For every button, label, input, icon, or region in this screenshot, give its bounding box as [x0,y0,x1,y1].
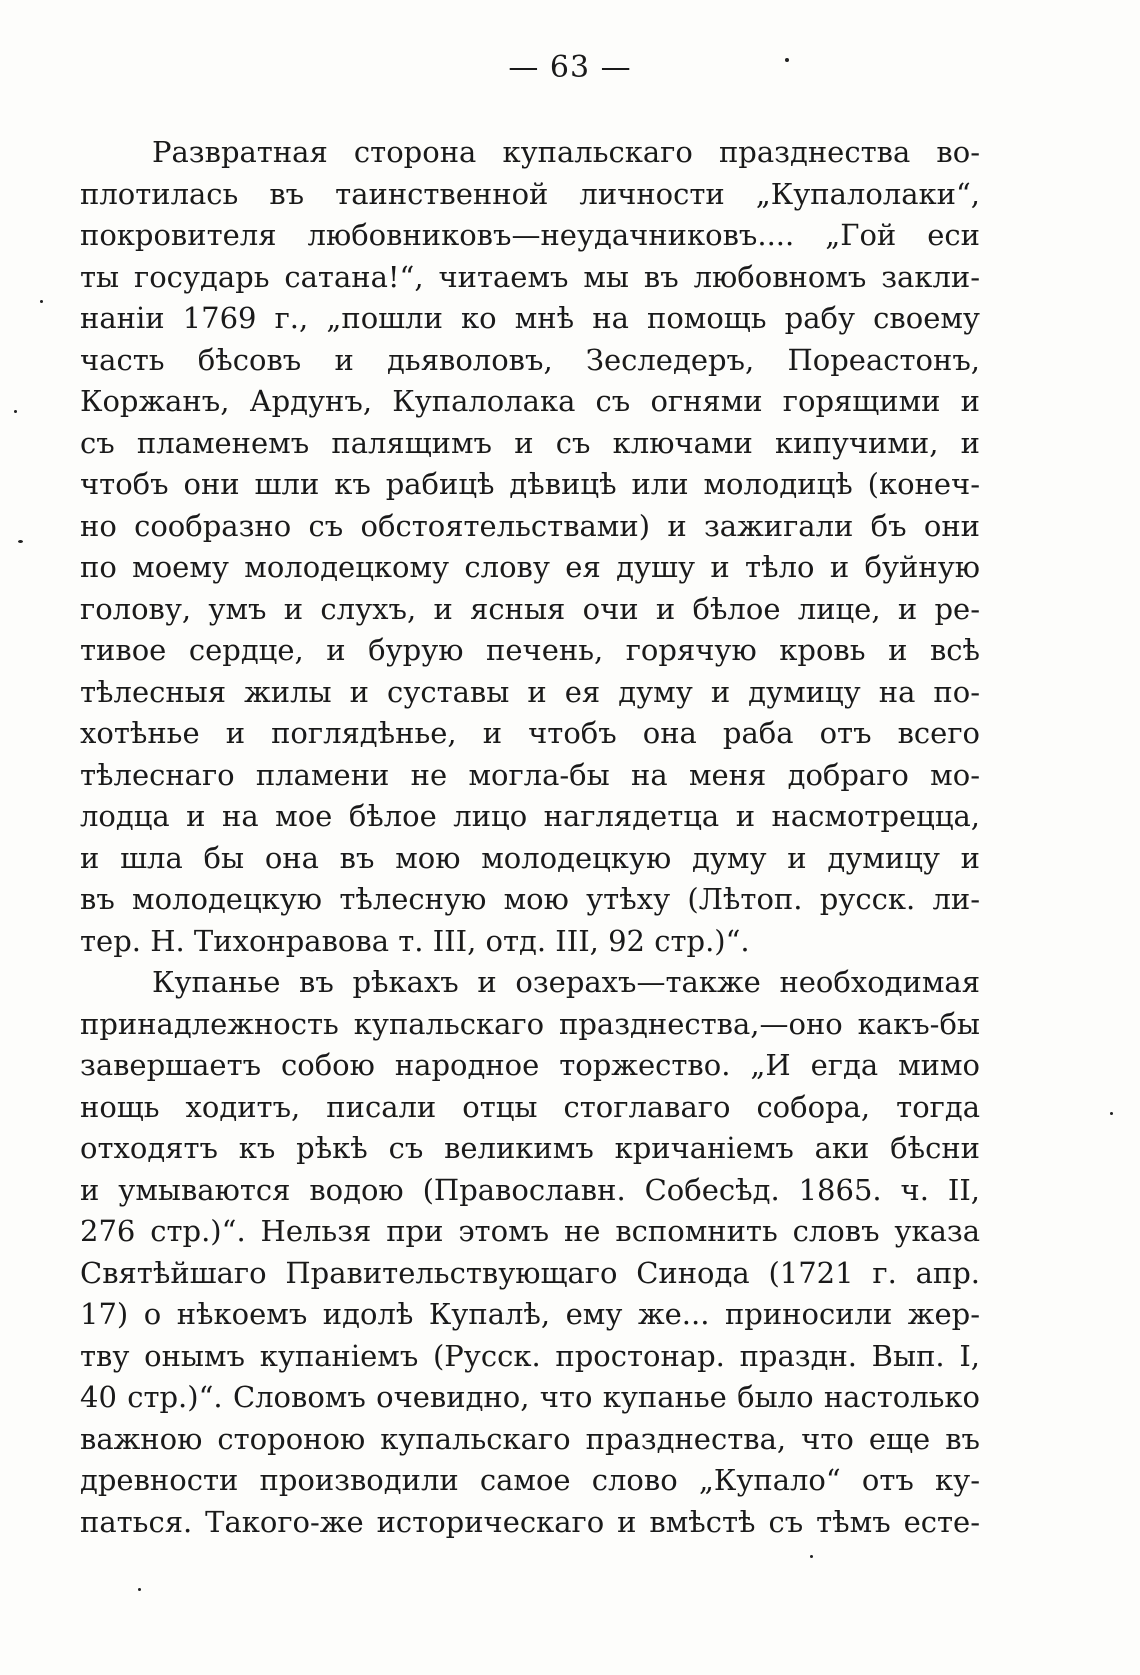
scan-speck [14,410,17,413]
text-line: наніи 1769 г., „пошли ко мнѣ на помощь рабу своему [80,301,980,335]
text-line: и умываются водою (Православн. Собесѣд. 1865. ч. II, [80,1172,980,1207]
text-line: по моему молодецкому слову ея душу и тѣло и буйную [80,550,980,584]
scan-speck [785,58,789,62]
text-line: тивое сердце, и бурую печень, горячую кровь и всѣ [80,633,980,667]
paragraph-1 [80,132,980,962]
text-line: принадлежность купальскаго празднества,—оно какъ-бы [80,1006,980,1041]
paragraph-2 [80,962,980,1543]
text-line: Святѣйшаго Правительствующаго Синода (1721 г. апр. [80,1255,980,1290]
text-line: чтобъ они шли къ рабицѣ дѣвицѣ или молодицѣ (конеч- [80,467,980,501]
scan-speck [18,540,23,543]
text-line: въ молодецкую тѣлесную мою утѣху (Лѣтоп. русск. ли- [80,882,980,916]
text-line: тѣлеснаго пламени не могла-бы на меня добраго мо- [80,757,980,792]
text-line: отходятъ къ рѣкѣ съ великимъ кричаніемъ аки бѣсни [80,1131,980,1165]
text-line: хотѣнье и поглядѣнье, и чтобъ она раба отъ всего [80,716,980,750]
text-line: ты государь сатана!“, читаемъ мы въ любовномъ закли- [80,259,980,294]
scan-speck [810,1555,813,1558]
text-line: Развратная сторона купальскаго празднества во- [152,135,980,169]
text-line: 40 стр.)“. Словомъ очевидно, что купанье было настолько [80,1380,980,1414]
text-line: и шла бы она въ мою молодецкую думу и думицу и [80,840,980,875]
text-line: тер. Н. Тихонравова т. III, отд. III, 92 стр.)“. [80,923,750,958]
text-line: но сообразно съ обстоятельствами) и зажигали бъ они [80,508,980,543]
text-line: нощь ходитъ, писали отцы стоглаваго собора, тогда [80,1089,980,1124]
text-line: тѣлесныя жилы и суставы и ея думу и думицу на по- [80,674,980,709]
text-line: древности производили самое слово „Купало“ отъ ку- [80,1463,980,1497]
text-line: Коржанъ, Ардунъ, Купалолака съ огнями горящими и [80,384,980,418]
scan-speck [1110,1112,1113,1115]
text-line: Купанье въ рѣкахъ и озерахъ—также необходимая [152,965,980,999]
text-line: важною стороною купальскаго празднества, что еще въ [80,1421,980,1456]
page-number: — 63 — [508,50,632,85]
text-line: часть бѣсовъ и дьяволовъ, Зеследеръ, Пореастонъ, [80,342,980,377]
text-line: 17) о нѣкоемъ идолѣ Купалѣ, ему же... приносили жер- [80,1297,980,1331]
body-text [80,132,980,1543]
text-line: завершаетъ собою народное торжество. „И егда мимо [80,1048,980,1082]
text-line: покровителя любовниковъ—неудачниковъ.... „Гой еси [80,218,980,252]
text-line: голову, умъ и слухъ, и ясныя очи и бѣлое лице, и ре- [80,591,980,626]
text-line: съ пламенемъ палящимъ и съ ключами кипучими, и [80,425,980,460]
text-line: 276 стр.)“. Нельзя при этомъ не вспомнить словъ указа [80,1214,980,1248]
text-line: плотилась въ таинственной личности „Купалолаки“, [80,176,980,211]
scan-speck [40,300,43,303]
text-line: лодца и на мое бѣлое лицо наглядетца и насмотрецца, [80,799,980,833]
text-line: паться. Такого-же историческаго и вмѣстѣ съ тѣмъ есте- [80,1504,980,1539]
scan-speck [138,1588,141,1591]
text-line: тву онымъ купаніемъ (Русск. простонар. праздн. Вып. I, [80,1338,980,1373]
